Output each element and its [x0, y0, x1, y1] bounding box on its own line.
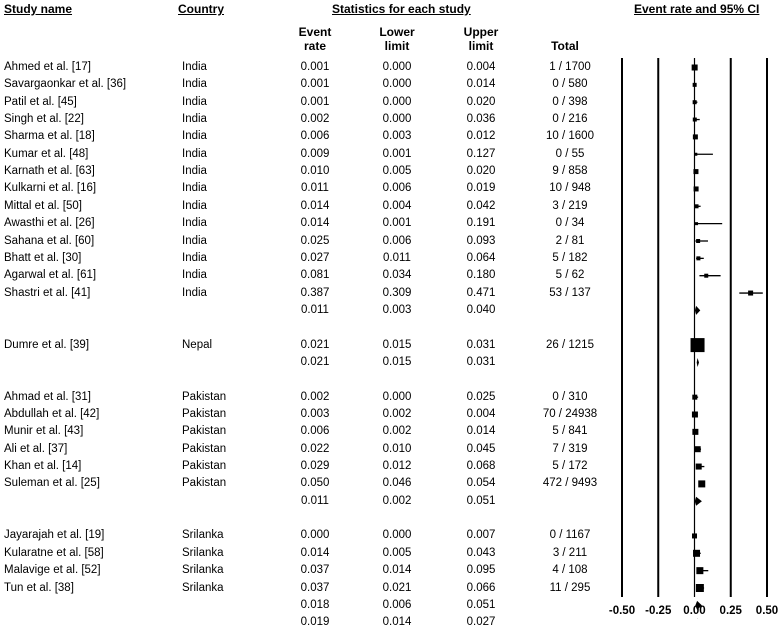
pooled-event-rate-value: 0.018 — [300, 598, 330, 611]
total-value: 5 / 62 — [555, 269, 585, 282]
total-value: 10 / 948 — [549, 182, 591, 195]
lower-limit-value: 0.014 — [382, 564, 412, 577]
pooled-lower-limit-value: 0.015 — [382, 355, 412, 368]
study-name: Dumre et al. [39] — [4, 338, 90, 351]
study-name: Ali et al. [37] — [4, 442, 68, 455]
event-rate-value: 0.002 — [300, 113, 330, 126]
study-country: India — [182, 217, 207, 230]
study-point — [693, 118, 697, 122]
lower-limit-value: 0.001 — [382, 217, 412, 230]
study-name: Tun et al. [38] — [4, 581, 74, 594]
lower-limit-value: 0.021 — [382, 581, 412, 594]
x-tick-label: 0.00 — [683, 605, 706, 617]
upper-limit-value: 0.014 — [466, 425, 496, 438]
study-name: Ahmad et al. [31] — [4, 390, 91, 403]
pooled-event-rate-value: 0.019 — [300, 616, 330, 629]
study-country: Nepal — [182, 338, 213, 351]
lower-limit-value: 0.006 — [382, 234, 412, 247]
upper-limit-value: 0.025 — [466, 390, 496, 403]
total-value: 472 / 9493 — [542, 477, 598, 490]
pooled-event-rate-value: 0.011 — [301, 494, 329, 507]
study-point — [696, 464, 702, 470]
total-value: 0 / 34 — [555, 217, 585, 230]
total-value: 70 / 24938 — [542, 408, 598, 420]
upper-limit-value: 0.095 — [466, 564, 496, 577]
upper-limit-value: 0.180 — [466, 269, 496, 282]
upper-limit-value: 0.012 — [466, 130, 496, 143]
total-value: 4 / 108 — [552, 564, 588, 577]
event-rate-value: 0.014 — [300, 217, 330, 230]
study-point — [696, 567, 703, 574]
total-value: 53 / 137 — [549, 286, 591, 299]
study-name: Jayarajah et al. [19] — [4, 529, 105, 542]
total-value: 10 / 1600 — [546, 130, 594, 143]
lower-limit-value: 0.034 — [382, 269, 412, 282]
total-value: 3 / 211 — [552, 546, 588, 559]
study-country: India — [182, 165, 207, 178]
header-upper-limit-line1: Upper — [463, 25, 499, 39]
study-name: Sahana et al. [60] — [4, 234, 95, 247]
upper-limit-value: 0.019 — [466, 182, 496, 195]
study-point — [704, 274, 708, 278]
total-value: 11 / 295 — [549, 581, 591, 594]
study-point — [694, 153, 697, 156]
header-statistics: Statistics for each study — [332, 2, 471, 16]
study-country: Srilanka — [182, 546, 224, 559]
study-country: Pakistan — [182, 460, 227, 473]
event-rate-value: 0.025 — [300, 234, 330, 247]
total-value: 0 / 55 — [555, 147, 585, 160]
total-value: 0 / 580 — [552, 78, 588, 91]
header-total: Total — [551, 39, 579, 53]
study-country: Srilanka — [182, 564, 224, 577]
forest-plot-axis — [609, 605, 778, 617]
study-point — [692, 395, 697, 400]
lower-limit-value: 0.002 — [382, 425, 412, 438]
x-tick-label: -0.50 — [608, 605, 636, 617]
upper-limit-value: 0.020 — [466, 165, 496, 178]
header-upper-limit-line2: limit — [468, 39, 494, 53]
study-point — [695, 446, 701, 452]
lower-limit-value: 0.005 — [382, 546, 412, 559]
study-country: India — [182, 251, 207, 264]
upper-limit-value: 0.191 — [466, 217, 496, 230]
event-rate-value: 0.011 — [301, 182, 329, 195]
total-value: 2 / 81 — [555, 234, 585, 247]
header-study-name: Study name — [4, 2, 73, 16]
event-rate-value: 0.014 — [300, 199, 330, 212]
study-country: India — [182, 286, 207, 299]
study-name: Khan et al. [14] — [4, 460, 82, 473]
study-country: India — [182, 61, 207, 73]
pooled-upper-limit-value: 0.051 — [466, 494, 496, 507]
total-value: 7 / 319 — [552, 442, 588, 455]
event-rate-value: 0.021 — [300, 338, 330, 351]
lower-limit-value: 0.000 — [382, 529, 412, 542]
event-rate-value: 0.387 — [300, 286, 330, 299]
pooled-diamond — [695, 497, 702, 506]
pooled-diamond — [695, 306, 700, 315]
upper-limit-value: 0.043 — [466, 546, 496, 559]
lower-limit-value: 0.003 — [382, 130, 412, 143]
upper-limit-value: 0.004 — [466, 61, 496, 73]
pooled-lower-limit-value: 0.006 — [382, 598, 412, 611]
study-country: India — [182, 113, 207, 126]
lower-limit-value: 0.000 — [382, 95, 412, 108]
upper-limit-value: 0.054 — [466, 477, 496, 490]
study-name: Sharma et al. [18] — [4, 130, 95, 143]
event-rate-value: 0.001 — [300, 78, 330, 91]
event-rate-value: 0.014 — [300, 546, 330, 559]
lower-limit-value: 0.001 — [382, 147, 412, 160]
study-name: Awasthi et al. [26] — [4, 217, 95, 230]
lower-limit-value: 0.011 — [383, 251, 411, 264]
event-rate-value: 0.002 — [300, 390, 330, 403]
pooled-upper-limit-value: 0.027 — [466, 616, 496, 629]
study-country: India — [182, 234, 207, 247]
event-rate-value: 0.001 — [300, 61, 330, 73]
study-point — [696, 239, 700, 243]
upper-limit-value: 0.066 — [466, 581, 496, 594]
upper-limit-value: 0.064 — [466, 251, 496, 264]
study-point — [748, 291, 753, 296]
upper-limit-value: 0.014 — [466, 78, 496, 91]
study-country: India — [182, 147, 207, 160]
study-point — [692, 65, 698, 71]
study-name: Ahmed et al. [17] — [4, 61, 91, 73]
total-value: 5 / 172 — [552, 460, 588, 473]
lower-limit-value: 0.015 — [382, 338, 412, 351]
x-tick-label: 0.25 — [719, 605, 742, 617]
study-name: Agarwal et al. [61] — [4, 269, 97, 282]
study-name: Abdullah et al. [42] — [4, 408, 100, 420]
lower-limit-value: 0.002 — [382, 408, 412, 420]
study-name: Savargaonkar et al. [36] — [4, 78, 127, 91]
study-point — [696, 584, 704, 592]
total-value: 0 / 310 — [552, 390, 588, 403]
study-point — [693, 100, 697, 104]
study-point — [698, 480, 705, 487]
study-country: India — [182, 95, 207, 108]
upper-limit-value: 0.042 — [466, 199, 496, 212]
study-country: Pakistan — [182, 425, 227, 438]
study-country: India — [182, 182, 207, 195]
header-country: Country — [178, 2, 224, 16]
study-country: Pakistan — [182, 390, 227, 403]
study-country: Srilanka — [182, 581, 224, 594]
event-rate-value: 0.003 — [300, 408, 330, 420]
pooled-lower-limit-value: 0.002 — [382, 494, 412, 507]
total-value: 9 / 858 — [552, 165, 588, 178]
study-country: Pakistan — [182, 442, 227, 455]
study-country: India — [182, 269, 207, 282]
total-value: 5 / 841 — [552, 425, 588, 438]
study-point — [693, 83, 697, 87]
study-point — [693, 134, 698, 139]
study-name: Bhatt et al. [30] — [4, 251, 82, 264]
study-point — [694, 186, 699, 191]
x-tick-label: -0.25 — [645, 605, 672, 617]
study-country: India — [182, 130, 207, 143]
lower-limit-value: 0.005 — [382, 165, 412, 178]
total-value: 1 / 1700 — [549, 61, 591, 73]
total-value: 5 / 182 — [552, 251, 588, 264]
study-name: Munir et al. [43] — [4, 425, 84, 438]
upper-limit-value: 0.093 — [466, 234, 496, 247]
study-name: Suleman et al. [25] — [4, 477, 100, 490]
event-rate-value: 0.022 — [300, 442, 330, 455]
study-point — [692, 412, 698, 418]
study-point — [696, 256, 700, 260]
total-value: 0 / 216 — [552, 113, 588, 126]
pooled-diamond — [697, 358, 699, 367]
header-event-rate-line2: rate — [303, 39, 326, 53]
lower-limit-value: 0.006 — [382, 182, 412, 195]
header-plot-title: Event rate and 95% CI — [634, 2, 760, 16]
pooled-upper-limit-value: 0.040 — [466, 303, 496, 316]
event-rate-value: 0.000 — [300, 529, 330, 542]
event-rate-value: 0.009 — [300, 147, 330, 160]
event-rate-value: 0.029 — [300, 460, 330, 473]
total-value: 0 / 398 — [552, 95, 588, 108]
event-rate-value: 0.037 — [300, 581, 330, 594]
pooled-lower-limit-value: 0.014 — [382, 616, 412, 629]
study-name: Kumar et al. [48] — [4, 147, 89, 160]
event-rate-value: 0.001 — [300, 95, 330, 108]
study-country: Srilanka — [182, 529, 224, 542]
study-country: Pakistan — [182, 408, 227, 420]
study-point — [693, 169, 698, 174]
event-rate-value: 0.027 — [300, 251, 330, 264]
lower-limit-value: 0.004 — [382, 199, 412, 212]
study-name: Shastri et al. [41] — [4, 286, 91, 299]
upper-limit-value: 0.007 — [466, 529, 496, 542]
study-name: Karnath et al. [63] — [4, 165, 95, 178]
study-name: Patil et al. [45] — [4, 95, 77, 108]
event-rate-value: 0.006 — [300, 130, 330, 143]
pooled-event-rate-value: 0.021 — [300, 355, 330, 368]
lower-limit-value: 0.046 — [382, 477, 412, 490]
study-name: Kularatne et al. [58] — [4, 546, 104, 559]
event-rate-value: 0.006 — [300, 425, 330, 438]
study-point — [691, 338, 705, 352]
study-name: Kulkarni et al. [16] — [4, 182, 97, 195]
study-point — [695, 222, 698, 225]
event-rate-value: 0.037 — [300, 564, 330, 577]
forest-plot-marks — [691, 65, 763, 620]
upper-limit-value: 0.031 — [466, 338, 496, 351]
upper-limit-value: 0.020 — [466, 95, 496, 108]
study-name: Mittal et al. [50] — [4, 199, 82, 212]
event-rate-value: 0.050 — [300, 477, 330, 490]
upper-limit-value: 0.471 — [466, 286, 496, 299]
lower-limit-value: 0.010 — [382, 442, 412, 455]
upper-limit-value: 0.036 — [466, 113, 496, 126]
upper-limit-value: 0.045 — [466, 442, 496, 455]
study-country: Pakistan — [182, 477, 227, 490]
lower-limit-value: 0.000 — [382, 61, 412, 73]
lower-limit-value: 0.309 — [382, 286, 412, 299]
lower-limit-value: 0.012 — [382, 460, 412, 473]
study-point — [695, 204, 699, 208]
event-rate-value: 0.010 — [300, 165, 330, 178]
study-country: India — [182, 199, 207, 212]
study-name: Malavige et al. [52] — [4, 564, 101, 577]
upper-limit-value: 0.068 — [466, 460, 496, 473]
study-point — [693, 550, 700, 557]
pooled-upper-limit-value: 0.031 — [466, 355, 496, 368]
study-point — [692, 429, 698, 435]
study-name: Singh et al. [22] — [4, 113, 84, 126]
lower-limit-value: 0.000 — [382, 390, 412, 403]
header-lower-limit-line1: Lower — [379, 25, 415, 39]
total-value: 0 / 1167 — [549, 529, 591, 542]
upper-limit-value: 0.127 — [466, 147, 496, 160]
pooled-lower-limit-value: 0.003 — [382, 303, 412, 316]
total-value: 26 / 1215 — [546, 338, 594, 351]
lower-limit-value: 0.000 — [382, 113, 412, 126]
pooled-upper-limit-value: 0.051 — [466, 598, 496, 611]
header-lower-limit-line2: limit — [384, 39, 410, 53]
event-rate-value: 0.081 — [300, 269, 330, 282]
total-value: 3 / 219 — [552, 199, 588, 212]
lower-limit-value: 0.000 — [382, 78, 412, 91]
pooled-event-rate-value: 0.011 — [301, 303, 329, 316]
study-point — [692, 533, 697, 538]
study-country: India — [182, 78, 207, 91]
x-tick-label: 0.50 — [755, 605, 779, 617]
upper-limit-value: 0.004 — [466, 408, 496, 420]
header-event-rate-line1: Event — [298, 25, 332, 39]
